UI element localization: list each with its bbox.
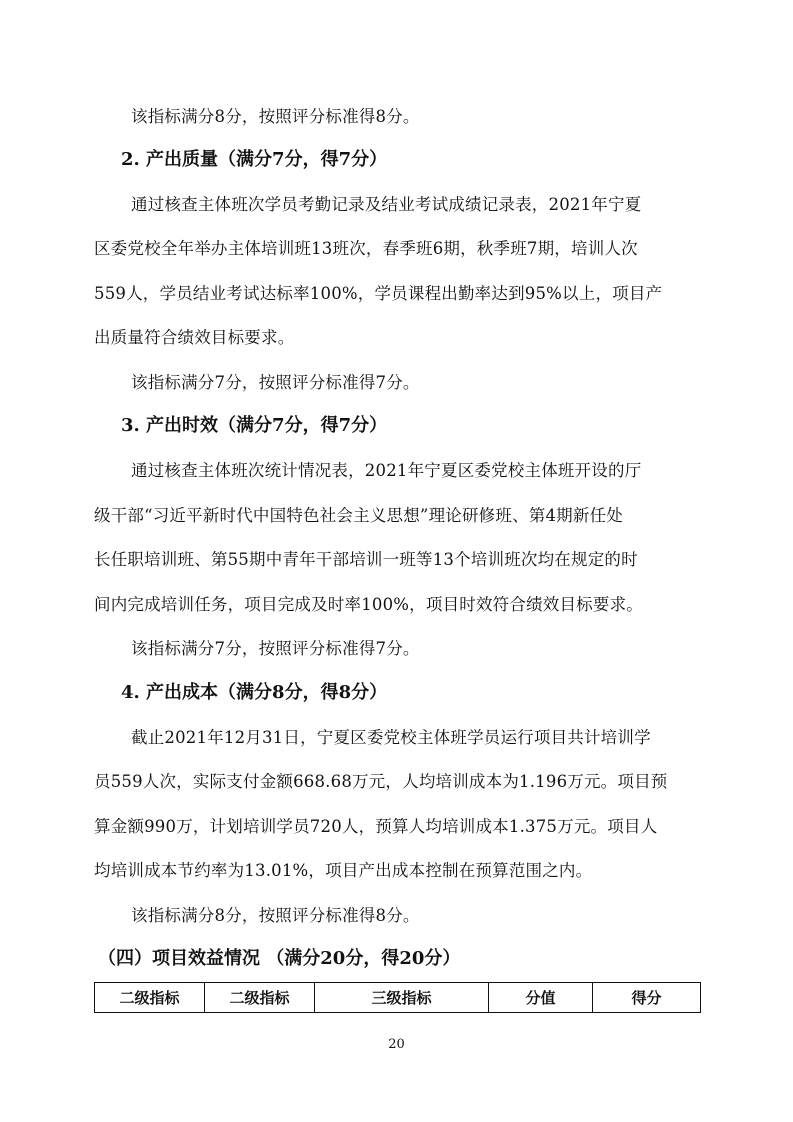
- paragraph-line: 截止2021年12月31日，宁夏区委党校主体班学员运行项目共计培训学: [131, 728, 651, 747]
- score-statement: 该指标满分7分，按照评分标准得7分。: [131, 373, 420, 392]
- indicator-table: [94, 982, 701, 1013]
- paragraph-line: 出质量符合绩效目标要求。: [94, 328, 295, 347]
- paragraph-line: 级干部“习近平新时代中国特色社会主义思想”理论研修班、第4期新任处: [94, 506, 623, 525]
- paragraph-line: 通过核查主体班次统计情况表，2021年宁夏区委党校主体班开设的厅: [131, 461, 642, 480]
- paragraph-line: 区委党校全年举办主体培训班13班次，春季班6期，秋季班7期，培训人次: [94, 239, 638, 258]
- paragraph-line: 员559人次，实际支付金额668.68万元，人均培训成本为1.196万元。项目预: [94, 772, 668, 791]
- paragraph-line: 均培训成本节约率为13.01%，项目产出成本控制在预算范围之内。: [94, 861, 593, 880]
- score-statement: 该指标满分7分，按照评分标准得7分。: [131, 639, 420, 658]
- table-header-cell: 二级指标: [205, 983, 315, 1013]
- table-header-cell: 得分: [593, 983, 701, 1013]
- subsection-heading-output-quality: 2. 产出质量（满分7分，得7分）: [121, 149, 388, 170]
- subsection-heading-output-cost: 4. 产出成本（满分8分，得8分）: [121, 682, 388, 703]
- table-header-cell: 三级指标: [315, 983, 489, 1013]
- table-header-cell: 分值: [489, 983, 593, 1013]
- paragraph-line: 559人，学员结业考试达标率100%，学员课程出勤率达到95%以上，项目产: [94, 284, 663, 303]
- paragraph-line: 长任职培训班、第55期中青年干部培训一班等13个培训班次均在规定的时: [94, 550, 638, 569]
- score-statement: 该指标满分8分，按照评分标准得8分。: [131, 107, 420, 126]
- paragraph-line: 算金额990万，计划培训学员720人，预算人均培训成本1.375万元。项目人: [94, 817, 658, 836]
- page-number: 20: [388, 1037, 405, 1052]
- section-heading-project-benefits: （四）项目效益情况 （满分20分，得20分）: [98, 948, 461, 969]
- paragraph-line: 间内完成培训任务，项目完成及时率100%，项目时效符合绩效目标要求。: [94, 595, 643, 614]
- subsection-heading-output-timeliness: 3. 产出时效（满分7分，得7分）: [121, 415, 388, 436]
- table-header-row: [95, 983, 701, 1013]
- paragraph-line: 通过核查主体班次学员考勤记录及结业考试成绩记录表，2021年宁夏: [131, 195, 642, 214]
- table-header-cell: 二级指标: [95, 983, 205, 1013]
- score-statement: 该指标满分8分，按照评分标准得8分。: [131, 906, 420, 925]
